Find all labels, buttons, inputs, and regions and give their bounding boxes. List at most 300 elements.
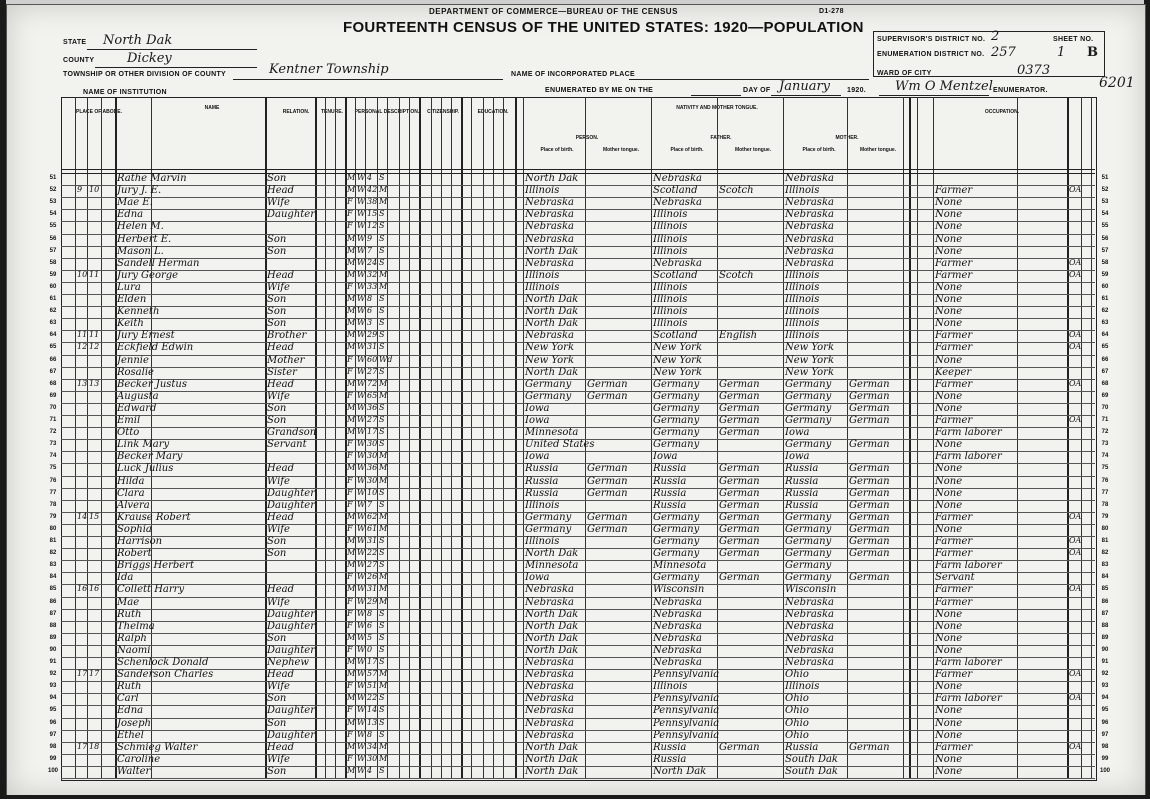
cell-age: 31: [367, 342, 378, 352]
cell-sex: F: [347, 608, 353, 618]
cell-name: Thelma: [117, 620, 155, 632]
col-mother: MOTHER.: [835, 135, 859, 141]
cell-ms: M: [379, 572, 388, 582]
cell-occ: None: [935, 463, 963, 475]
cell-race: W: [357, 523, 366, 533]
cell-occ: Farmer: [935, 185, 973, 197]
cell-pob: Minnesota: [525, 427, 579, 439]
cell-name: Collett Harry: [117, 584, 185, 596]
col-education: EDUCATION.: [477, 109, 509, 115]
enum-district-label: ENUMERATION DISTRICT NO.: [877, 51, 985, 58]
cell-ms: S: [379, 257, 385, 267]
cell-fpob: Illinois: [653, 245, 688, 257]
cell-fam: 11: [89, 330, 100, 340]
line-number-right: 82: [1101, 550, 1109, 557]
cell-pob: Iowa: [525, 451, 550, 463]
cell-ms: S: [379, 765, 385, 775]
cell-ms: S: [379, 644, 385, 654]
cell-race: W: [357, 402, 366, 412]
cell-fpob: Nebraska: [653, 173, 702, 184]
cell-race: W: [357, 657, 366, 666]
incorporated-place-label: NAME OF INCORPORATED PLACE: [511, 71, 635, 78]
cell-fpob: North Dak: [653, 765, 707, 777]
cell-rel: Son: [267, 306, 287, 318]
cell-name: Jury Ernest: [117, 330, 175, 342]
cell-occ: None: [935, 439, 963, 451]
cell-age: 17: [367, 427, 378, 437]
cell-mpob: Nebraska: [785, 209, 834, 221]
col-father-pob: Place of birth.: [670, 147, 704, 153]
cell-age: 38: [367, 197, 378, 207]
col-tenure: TENURE.: [321, 109, 343, 115]
line-number-left: 75: [49, 465, 57, 472]
cell-rel: Wife: [267, 197, 290, 209]
cell-emp: OA: [1069, 548, 1082, 558]
cell-mpob: Germany: [785, 390, 832, 402]
cell-sex: F: [347, 475, 353, 485]
cell-mpob: Nebraska: [785, 221, 834, 233]
cell-pob: North Dak: [525, 366, 579, 378]
cell-race: W: [357, 185, 366, 195]
cell-fpob: Russia: [653, 463, 687, 475]
cell-occ: None: [935, 197, 963, 209]
cell-mpob: Iowa: [785, 427, 810, 439]
county-value: Dickey: [127, 51, 172, 66]
line-number-right: 74: [1101, 453, 1109, 460]
cell-sex: M: [347, 584, 356, 594]
cell-age: 15: [367, 209, 378, 219]
cell-pob: Nebraska: [525, 669, 574, 681]
cell-sex: M: [347, 257, 356, 267]
cell-ms: M: [379, 378, 388, 388]
line-number-right: 97: [1101, 731, 1109, 738]
cell-age: 72: [367, 378, 378, 388]
cell-race: W: [357, 378, 366, 388]
col-father-tongue: Mother tongue.: [734, 147, 772, 153]
cell-sex: F: [347, 390, 353, 400]
cell-age: 8: [367, 608, 373, 618]
cell-fpob: Nebraska: [653, 632, 702, 644]
line-number-left: 68: [49, 380, 57, 387]
cell-mpob: Ohio: [785, 717, 809, 729]
cell-fpob: New York: [653, 354, 702, 366]
line-number-right: 87: [1101, 610, 1109, 617]
cell-ptongue: German: [587, 487, 628, 499]
cell-dw: 9: [77, 185, 83, 195]
cell-mpob: South Dak: [785, 753, 838, 765]
cell-mpob: Germany: [785, 415, 832, 426]
line-number-right: 83: [1101, 562, 1109, 569]
cell-race: W: [357, 765, 366, 775]
cell-name: Schmieg Walter: [117, 741, 198, 753]
cell-rel: Daughter: [267, 705, 315, 717]
cell-occ: None: [935, 717, 963, 729]
cell-rel: Head: [267, 511, 295, 523]
cell-sex: M: [347, 173, 356, 182]
cell-ms: Wd: [379, 354, 393, 364]
col-mother-tongue: Mother tongue.: [859, 147, 897, 153]
cell-ftongue: German: [719, 378, 760, 390]
cell-mtongue: German: [849, 572, 890, 584]
cell-rel: Daughter: [267, 729, 315, 741]
cell-race: W: [357, 233, 366, 243]
line-number-left: 83: [49, 562, 57, 569]
cell-emp: OA: [1069, 257, 1082, 267]
cell-emp: OA: [1069, 330, 1082, 340]
cell-mpob: Germany: [785, 523, 832, 535]
cell-name: Augusta: [117, 390, 159, 402]
film-edge-bottom: [0, 795, 1150, 799]
cell-pob: Nebraska: [525, 257, 574, 269]
cell-sex: F: [347, 366, 353, 376]
line-number-left: 65: [49, 344, 57, 351]
cell-mpob: Illinois: [785, 306, 820, 318]
cell-fpob: Scotland: [653, 185, 698, 197]
cell-rel: Sister: [267, 366, 297, 378]
cell-occ: None: [935, 729, 963, 741]
cell-rel: Son: [267, 402, 287, 414]
cell-ms: S: [379, 294, 385, 303]
cell-age: 26: [367, 572, 378, 582]
cell-sex: M: [347, 657, 356, 666]
line-number-left: 79: [49, 513, 57, 520]
cell-name: Ralph: [117, 632, 147, 644]
line-number-left: 57: [49, 247, 57, 254]
line-number-left: 94: [49, 695, 57, 702]
cell-ftongue: German: [719, 536, 760, 547]
line-number-right: 92: [1101, 671, 1109, 678]
cell-ftongue: German: [719, 487, 760, 499]
enumerator-label: ENUMERATOR.: [993, 87, 1048, 94]
cell-name: Sandell Herman: [117, 257, 200, 269]
cell-sex: M: [347, 402, 356, 412]
state-label: STATE: [63, 39, 87, 46]
cell-ptongue: German: [587, 511, 628, 523]
supervisor-label: SUPERVISOR'S DISTRICT NO.: [877, 36, 986, 43]
cell-fpob: Minnesota: [653, 560, 707, 572]
cell-mpob: Nebraska: [785, 596, 834, 608]
cell-occ: None: [935, 209, 963, 221]
cell-race: W: [357, 330, 366, 340]
cell-fpob: Nebraska: [653, 644, 702, 656]
cell-name: Lura: [117, 281, 141, 293]
cell-age: 10: [367, 487, 378, 497]
cell-name: Briggs Herbert: [117, 560, 194, 572]
cell-ms: M: [379, 475, 388, 485]
cell-sex: M: [347, 548, 356, 558]
cell-occ: Farmer: [935, 536, 973, 547]
line-number-left: 78: [49, 501, 57, 508]
cell-age: 32: [367, 269, 378, 279]
supervisor-value: 2: [991, 29, 1000, 44]
cell-race: W: [357, 475, 366, 485]
cell-sex: F: [347, 620, 353, 630]
cell-age: 30: [367, 753, 378, 763]
census-sheet: [6, 4, 1146, 797]
cell-ms: S: [379, 717, 385, 727]
cell-ms: S: [379, 657, 385, 666]
cell-ptongue: German: [587, 523, 628, 535]
line-number-left: 80: [49, 525, 57, 532]
cell-fpob: Iowa: [653, 451, 678, 463]
cell-race: W: [357, 257, 366, 267]
col-place-of-abode: PLACE OF ABODE.: [76, 109, 122, 115]
cell-age: 5: [367, 632, 373, 642]
cell-name: Eckfield Edwin: [117, 342, 194, 354]
line-number-left: 77: [49, 489, 57, 496]
cell-occ: Farmer: [935, 330, 973, 342]
cell-name: Sophia: [117, 523, 152, 535]
cell-ms: M: [379, 669, 388, 679]
cell-sex: F: [347, 499, 353, 509]
cell-mtongue: German: [849, 402, 890, 414]
cell-name: Caroline: [117, 753, 161, 765]
cell-fpob: Pennsylvania: [653, 717, 720, 729]
cell-race: W: [357, 511, 366, 521]
cell-occ: Farmer: [935, 511, 973, 523]
cell-mtongue: German: [849, 548, 890, 560]
sheet-value: 1: [1057, 45, 1066, 60]
cell-sex: F: [347, 596, 353, 606]
line-number-right: 63: [1101, 320, 1109, 327]
cell-ms: S: [379, 173, 385, 182]
cell-mtongue: German: [849, 536, 890, 547]
cell-fpob: Germany: [653, 439, 700, 451]
cell-emp: OA: [1069, 378, 1082, 388]
line-number-right: 60: [1101, 283, 1109, 290]
cell-occ: None: [935, 475, 963, 487]
col-person: PERSON.: [575, 135, 599, 141]
cell-fpob: Germany: [653, 511, 700, 523]
cell-mpob: Ohio: [785, 729, 809, 741]
cell-name: Alvera: [117, 499, 150, 511]
cell-name: Herbert E.: [117, 233, 172, 245]
cell-age: 0: [367, 644, 373, 654]
cell-fpob: Pennsylvania: [653, 705, 720, 717]
cell-rel: Daughter: [267, 620, 315, 632]
line-number-left: 81: [49, 538, 57, 544]
line-number-right: 90: [1101, 646, 1109, 653]
cell-pob: North Dak: [525, 765, 579, 777]
cell-pob: Nebraska: [525, 705, 574, 717]
line-number-right: 67: [1101, 368, 1109, 375]
cell-age: 31: [367, 584, 378, 594]
line-number-right: 81: [1101, 538, 1109, 544]
cell-occ: None: [935, 233, 963, 245]
department-heading: DEPARTMENT OF COMMERCE—BUREAU OF THE CENSUS: [429, 7, 678, 16]
cell-pob: North Dak: [525, 294, 579, 305]
cell-mpob: Germany: [785, 378, 832, 390]
cell-pob: Germany: [525, 390, 572, 402]
cell-rel: Daughter: [267, 487, 315, 499]
cell-mtongue: German: [849, 499, 890, 511]
cell-fpob: Illinois: [653, 681, 688, 693]
cell-ms: S: [379, 318, 385, 328]
line-number-right: 65: [1101, 344, 1109, 351]
cell-occ: None: [935, 499, 963, 511]
line-number-right: 100: [1099, 767, 1110, 774]
cell-fpob: Illinois: [653, 318, 688, 330]
cell-emp: OA: [1069, 185, 1082, 195]
cell-pob: North Dak: [525, 318, 579, 330]
cell-occ: Farm laborer: [935, 451, 1002, 463]
cell-occ: Farmer: [935, 584, 973, 596]
cell-ms: M: [379, 281, 388, 291]
cell-fpob: Pennsylvania: [653, 669, 720, 681]
cell-mtongue: German: [849, 511, 890, 523]
cell-ftongue: German: [719, 415, 760, 426]
cell-emp: OA: [1069, 511, 1082, 521]
cell-age: 29: [367, 596, 378, 606]
cell-fam: 10: [89, 185, 100, 195]
cell-occ: Farmer: [935, 741, 973, 753]
cell-ftongue: German: [719, 523, 760, 535]
cell-fpob: Illinois: [653, 294, 688, 305]
cell-rel: Son: [267, 318, 287, 330]
cell-name: Jury George: [117, 269, 179, 281]
cell-name: Jury J. E.: [117, 185, 162, 197]
cell-ms: S: [379, 221, 385, 231]
line-number-left: 91: [49, 659, 57, 665]
cell-mpob: Nebraska: [785, 173, 834, 184]
cell-mpob: Germany: [785, 511, 832, 523]
cell-mpob: Nebraska: [785, 632, 834, 644]
cell-fpob: Illinois: [653, 306, 688, 318]
cell-rel: Son: [267, 233, 287, 245]
cell-age: 34: [367, 741, 378, 751]
cell-race: W: [357, 705, 366, 715]
cell-occ: None: [935, 354, 963, 366]
line-number-right: 62: [1101, 308, 1109, 315]
cell-occ: None: [935, 245, 963, 257]
line-number-left: 72: [49, 429, 57, 436]
cell-rel: Head: [267, 584, 295, 596]
line-number-left: 76: [49, 477, 57, 484]
cell-age: 31: [367, 536, 378, 545]
cell-pob: Illinois: [525, 281, 560, 293]
line-number-right: 54: [1101, 211, 1109, 218]
cell-name: Hilda: [117, 475, 145, 487]
cell-race: W: [357, 439, 366, 449]
ward-label: WARD OF CITY: [877, 70, 932, 77]
cell-rel: Head: [267, 269, 295, 281]
line-number-left: 74: [49, 453, 57, 460]
cell-sex: M: [347, 245, 356, 255]
cell-name: Mason L.: [117, 245, 164, 257]
cell-ms: M: [379, 511, 388, 521]
cell-fpob: New York: [653, 366, 702, 378]
cell-age: 17: [367, 657, 378, 666]
cell-sex: F: [347, 729, 353, 739]
col-person-tongue: Mother tongue.: [602, 147, 640, 153]
cell-race: W: [357, 596, 366, 606]
col-person-pob: Place of birth.: [540, 147, 574, 153]
cell-race: W: [357, 644, 366, 654]
cell-ms: M: [379, 741, 388, 751]
cell-dw: 13: [77, 378, 88, 388]
cell-pob: United States: [525, 439, 595, 451]
cell-rel: Son: [267, 415, 287, 426]
cell-mpob: Russia: [785, 475, 819, 487]
cell-mpob: Illinois: [785, 294, 820, 305]
cell-pob: North Dak: [525, 620, 579, 632]
cell-name: Mae: [117, 596, 140, 608]
line-number-right: 77: [1101, 489, 1109, 496]
cell-race: W: [357, 197, 366, 207]
cell-ms: S: [379, 705, 385, 715]
cell-fpob: Germany: [653, 536, 700, 547]
line-number-left: 87: [49, 610, 57, 617]
col-citizenship: CITIZENSHIP.: [427, 109, 459, 115]
cell-race: W: [357, 281, 366, 291]
cell-ms: S: [379, 209, 385, 219]
enum-district-value: 257: [991, 45, 1016, 60]
cell-ms: M: [379, 596, 388, 606]
cell-age: 8: [367, 729, 373, 739]
cell-age: 51: [367, 681, 378, 691]
cell-occ: None: [935, 705, 963, 717]
cell-sex: F: [347, 439, 353, 449]
cell-age: 12: [367, 221, 378, 231]
cell-rel: Son: [267, 536, 287, 547]
cell-ftongue: German: [719, 572, 760, 584]
line-number-left: 69: [49, 392, 57, 399]
cell-occ: None: [935, 221, 963, 233]
cell-name: Helen M.: [117, 221, 164, 233]
line-number-left: 86: [49, 598, 57, 605]
cell-occ: Farmer: [935, 669, 973, 681]
line-number-right: 80: [1101, 525, 1109, 532]
cell-occ: None: [935, 608, 963, 620]
cell-race: W: [357, 221, 366, 231]
cell-race: W: [357, 451, 366, 461]
cell-race: W: [357, 354, 366, 364]
cell-age: 22: [367, 548, 378, 558]
cell-race: W: [357, 366, 366, 376]
cell-age: 65: [367, 390, 378, 400]
cell-occ: Farmer: [935, 378, 973, 390]
line-number-right: 53: [1101, 199, 1109, 206]
cell-mpob: Germany: [785, 572, 832, 584]
cell-age: 30: [367, 451, 378, 461]
cell-age: 57: [367, 669, 378, 679]
cell-sex: F: [347, 523, 353, 533]
cell-ms: S: [379, 499, 385, 509]
cell-sex: M: [347, 185, 356, 195]
cell-mpob: New York: [785, 366, 834, 378]
cell-fpob: Scotland: [653, 269, 698, 281]
cell-race: W: [357, 318, 366, 328]
line-number-right: 70: [1101, 404, 1109, 411]
cell-mpob: Russia: [785, 487, 819, 499]
cell-age: 27: [367, 560, 378, 570]
cell-race: W: [357, 681, 366, 691]
cell-fam: 18: [89, 741, 100, 751]
cell-pob: Illinois: [525, 269, 560, 281]
cell-mtongue: German: [849, 741, 890, 753]
cell-pob: Nebraska: [525, 657, 574, 668]
cell-mpob: New York: [785, 342, 834, 354]
cell-mpob: New York: [785, 354, 834, 366]
cell-sex: M: [347, 415, 356, 424]
month-value: January: [779, 79, 831, 94]
cell-fpob: Scotland: [653, 330, 698, 342]
cell-race: W: [357, 632, 366, 642]
cell-ms: S: [379, 693, 385, 703]
cell-ftongue: English: [719, 330, 758, 342]
cell-emp: OA: [1069, 741, 1082, 751]
cell-name: Sanderson Charles: [117, 669, 214, 681]
